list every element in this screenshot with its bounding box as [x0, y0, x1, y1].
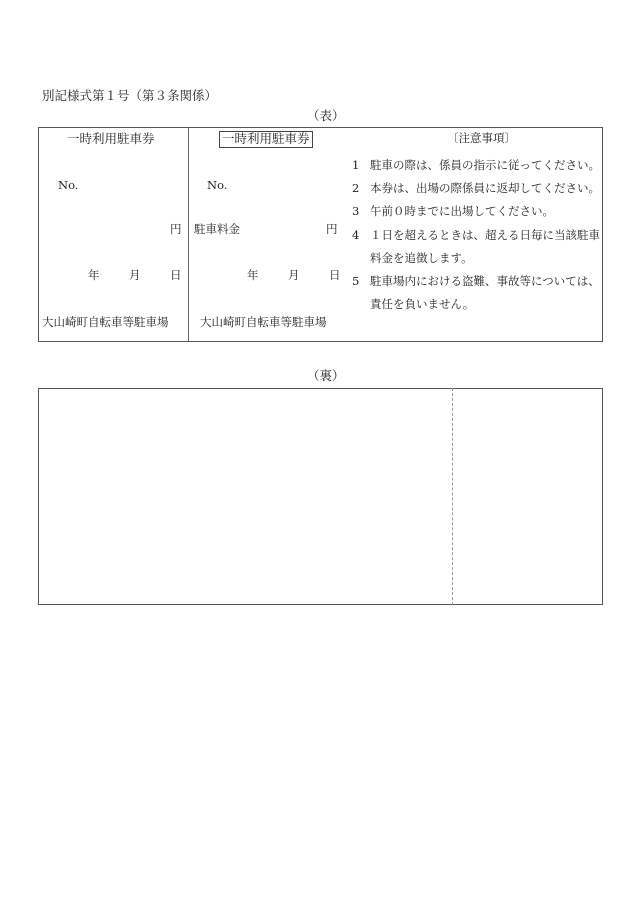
ticket-yen: 円: [326, 222, 338, 236]
note-number: 3: [352, 204, 360, 219]
back-ticket: [38, 388, 603, 605]
stub-title: 一時利用駐車券: [67, 131, 155, 146]
note-text: １日を超えるときは、超える日毎に当該駐車料金を追徴します。: [370, 227, 600, 265]
stub-yen: 円: [170, 222, 182, 236]
front-caption: （表）: [307, 108, 345, 123]
notes-list: [352, 154, 602, 316]
stub-no-label: No.: [58, 178, 79, 192]
form-title: 別記様式第１号（第３条関係）: [42, 88, 218, 103]
stub-divider: [188, 127, 189, 342]
stub-year: 年: [88, 268, 100, 282]
note-number: 5: [352, 274, 360, 289]
ticket-year: 年: [247, 268, 259, 282]
note-number: 1: [352, 158, 360, 172]
note-text: 本券は、出場の際係員に返却してください。: [370, 181, 600, 196]
stub-month: 月: [129, 268, 141, 282]
ticket-day: 日: [329, 268, 341, 282]
note-number: 4: [352, 227, 360, 242]
note-number: 2: [352, 181, 360, 196]
note-item: [352, 154, 602, 177]
note-item: [352, 224, 602, 270]
note-text: 駐車の際は、係員の指示に従ってください。: [370, 158, 600, 172]
ticket-no-label: No.: [207, 178, 228, 192]
back-caption: （裏）: [307, 368, 345, 383]
stub-place: 大山崎町自転車等駐車場: [42, 315, 169, 329]
note-text: 午前０時までに出場してください。: [370, 204, 554, 219]
note-item: [352, 270, 602, 316]
stub-day: 日: [170, 268, 182, 282]
ticket-place: 大山崎町自転車等駐車場: [200, 315, 327, 329]
back-divider: [452, 388, 453, 605]
ticket-fee-label: 駐車料金: [194, 222, 240, 236]
note-text: 駐車場内における盗難、事故等については、責任を負いません。: [370, 274, 600, 312]
note-item: [352, 200, 602, 223]
note-item: [352, 177, 602, 200]
ticket-title: 一時利用駐車券: [219, 131, 313, 148]
ticket-month: 月: [288, 268, 300, 282]
notes-heading: 〔注意事項〕: [447, 131, 516, 145]
